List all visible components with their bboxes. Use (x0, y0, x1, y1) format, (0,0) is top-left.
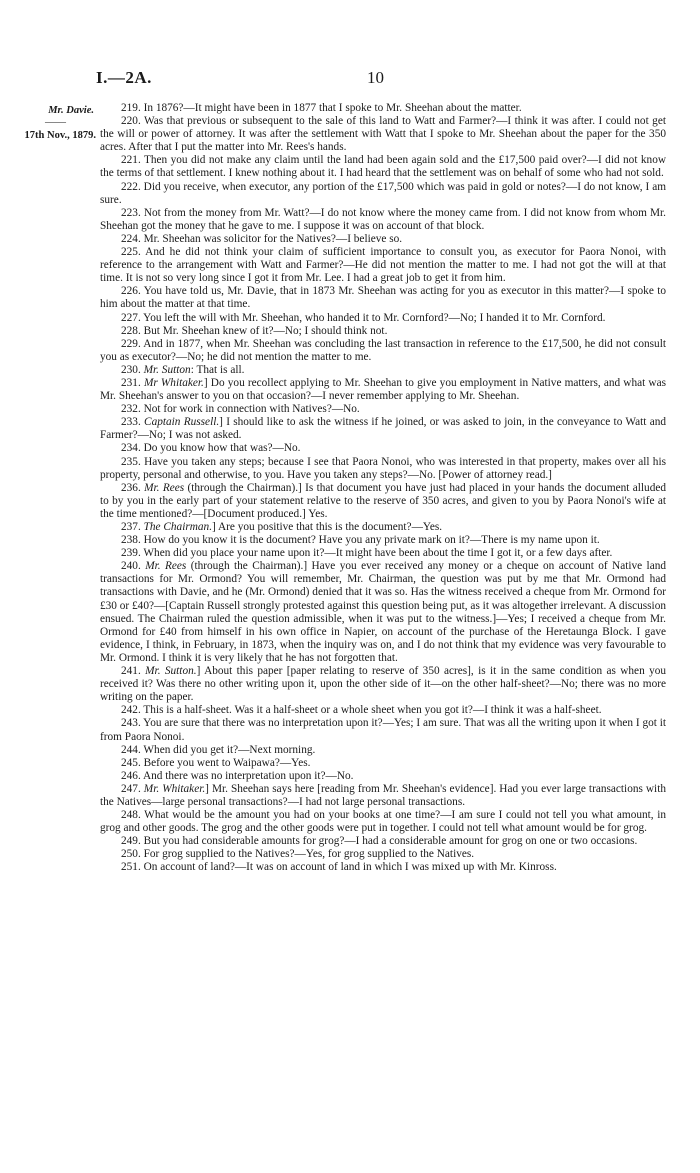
speaker-name: Mr. Rees (145, 560, 187, 573)
paragraph-249: 249. But you had considerable amounts for grog?—I had a considerable amount for grog on one or two occasions. (121, 835, 638, 848)
paragraph-250: 250. For grog supplied to the Natives?—Yes, for grog supplied to the Natives. (121, 848, 475, 861)
paragraph-235: 235. Have you taken any steps; because I see that Paora Nonoi, who was interested in that property, makes over all his property, personal and otherwise, to you. Have you taken any steps?—No. [Power of attorney read.] (100, 455, 666, 481)
paragraph-226: 226. You have told us, Mr. Davie, that in 1873 Mr. Sheehan was acting for you as executor in this matter?—I spoke to him about the matter at that time. (100, 285, 666, 311)
speaker-name: Mr. Sutton. (145, 665, 197, 678)
speaker-name: Mr Whitaker. (143, 376, 204, 389)
paragraph-text: ] I should like to ask the witness if he joined, or was asked to join, in the conveyance to Watt and Farmer?—No; I was not asked. (100, 416, 667, 442)
paragraph-text: ] About this paper [paper relating to reserve of 350 acres], is it in the same condition as when you received it? Was there no other writing upon it, upon the other side of it—on the other half-sheet?—No; there was no more writing on the paper. (100, 665, 667, 704)
question-number: 231. (121, 376, 141, 389)
paragraph-239: 239. When did you place your name upon it?—It might have been about the time I got it, or a few days after. (121, 547, 613, 560)
paragraph-220: 220. Was that previous or subsequent to the sale of this land to Watt and Farmer?—I think it was after. I could not get the will or power of attorney. It was after the settlement with Watt that I spoke to Mr. Sheehan about the paper for the 350 acres. After that I put the matter into Mr. Rees's hands. (100, 115, 666, 154)
paragraph-219: 219. In 1876?—It might have been in 1877 that I spoke to Mr. Sheehan about the matter. (121, 102, 522, 114)
question-number: 236. (121, 481, 141, 494)
paragraph-text: ] Do you recollect applying to Mr. Sheehan to give you employment in Native matters, and what was Mr. Sheehan's answer to you on that occasion?—I never remember applying to Mr. Sheehan. (100, 376, 666, 403)
question-number: 247. (121, 782, 141, 795)
question-number: 237. (121, 521, 141, 533)
paragraph-245: 245. Before you went to Waipawa?—Yes. (121, 756, 311, 769)
question-number: 241. (121, 665, 141, 678)
speaker-name: Captain Russell. (144, 416, 220, 429)
paragraph-232: 232. Not for work in connection with Natives?—No. (121, 403, 360, 416)
paragraph-225: 225. And he did not think your claim of sufficient importance to consult you, as executor for Paora Nonoi, with reference to the arrangement with Watt and Farmer?—He did not mention the matter to me. I had not got the will at that time. It is not so very long since I got it from Mr. Lee. I had a great job to get it from him. (100, 246, 666, 285)
paragraph-228: 228. But Mr. Sheehan knew of it?—No; I should think not. (121, 324, 388, 337)
paragraph-248: 248. What would be the amount you had on your books at one time?—I am sure I could not tell you what amount, in grog and other goods. The grog and the other goods were put in together. I could not tell what amount would be for grog. (100, 809, 666, 835)
speaker-name: Mr. Sutton (143, 363, 191, 376)
paragraph-246: 246. And there was no interpretation upon it?—No. (121, 769, 354, 782)
transcript-body (100, 102, 666, 875)
paragraph-text: (through the Chairman).] Is that document you have just had placed in your hands the document alluded to by you in the early part of your statement relative to the reserve of 350 acres, and given to you by Paora Nonoi's wife at the time mentioned?—[Document produced.] Yes. (100, 481, 666, 520)
paragraph-236 (100, 482, 666, 521)
paragraph-238: 238. How do you know it is the document? Have you any private mark on it?—There is my name upon it. (121, 534, 600, 547)
paragraph-221: 221. Then you did not make any claim until the land had been again sold and the £17,500 paid over?—I did not know the terms of that settlement. I knew nothing about it. I had heard that the settlement was on behalf of some who had not sold. (100, 154, 666, 180)
speaker-name: Mr. Whitaker. (143, 782, 206, 795)
paragraph-251: 251. On account of land?—It was on account of land in which I was mixed up with Mr. Kinross. (121, 861, 557, 874)
paragraph-241 (100, 665, 666, 704)
paragraph-243: 243. You are sure that there was no interpretation upon it?—Yes; I am sure. That was all the writing upon it when I got it from Paora Nonoi. (100, 717, 666, 743)
paragraph-240 (100, 560, 666, 665)
paragraph-231 (100, 377, 666, 403)
paragraph-247 (100, 783, 666, 809)
paragraph-text: : That is all. (190, 363, 245, 376)
paragraph-233 (100, 416, 666, 442)
question-number: 233. (121, 416, 141, 429)
margin-date: 17th Nov., 1879. (24, 130, 96, 141)
speaker-name: The Chairman. (143, 521, 213, 533)
paragraph-229: 229. And in 1877, when Mr. Sheehan was concluding the last transaction in reference to the £17,500, he did not consult you as executor?—No; he did not mention the matter to me. (100, 337, 666, 363)
paragraph-242: 242. This is a half-sheet. Was it a half-sheet or a whole sheet when you got it?—I think it was a half-sheet. (121, 704, 602, 717)
paragraph-223: 223. Not from the money from Mr. Watt?—I do not know where the money came from. I did not know from whom Mr. Sheehan got the money that he gave to me. I suppose it was on account of that block. (100, 206, 666, 232)
paragraph-224: 224. Mr. Sheehan was solicitor for the Natives?—I believe so. (121, 232, 403, 245)
paragraph-text: (through the Chairman).] Have you ever received any money or a cheque on account of Native land transactions for Mr. Ormond? You will remember, Mr. Chairman, the question was put by me that Mr. Ormond had transactions with Davie, and he (Mr. Ormond) denied that it was so. Has the witness received a cheque from Mr. Ormond for £30 or £40?—[Captain Russell strongly protested against this question being put, as it was altogether irrelevant. A discussion ensued. The Chairman ruled the question admissible, when it was put to the witness.]—Yes; I received a cheque from Mr. Ormond for £40 from himself in his own office in Napier, on account of the purchase of the Heretaunga Block. I gave evidence, I think, in February, in 1873, when the inquiry was on, and I do not think that my evidence was very favourable to Mr. Ormond. I think it is very likely that he has not forgotten that. (100, 560, 667, 664)
margin-divider: —— (45, 117, 66, 128)
question-number: 230. (121, 363, 141, 376)
question-number: 240. (121, 560, 141, 573)
paragraph-222: 222. Did you receive, when executor, any portion of the £17,500 which was paid in gold or notes?—I do not know, I am sure. (100, 180, 666, 206)
page-number: 10 (367, 68, 384, 87)
paragraph-text: ] Mr. Sheehan says here [reading from Mr. Sheehan's evidence]. Had you ever large transactions with the Natives—large personal transactions?—I had not large personal transactions. (100, 782, 666, 808)
paragraph-237 (100, 521, 666, 534)
paragraph-244: 244. When did you get it?—Next morning. (121, 743, 316, 756)
speaker-name: Mr. Rees (144, 481, 185, 494)
paragraph-234: 234. Do you know how that was?—No. (121, 442, 301, 455)
paragraph-text: ] Are you positive that this is the document?—Yes. (212, 521, 443, 533)
paragraph-230 (100, 364, 666, 377)
margin-witness-name: Mr. Davie. (48, 105, 94, 116)
document-reference: I.—2A. (96, 68, 152, 87)
margin-notes (4, 104, 94, 143)
paragraph-227: 227. You left the will with Mr. Sheehan, who handed it to Mr. Cornford?—No; I handed it to Mr. Cornford. (121, 311, 606, 324)
page-header (0, 68, 700, 92)
